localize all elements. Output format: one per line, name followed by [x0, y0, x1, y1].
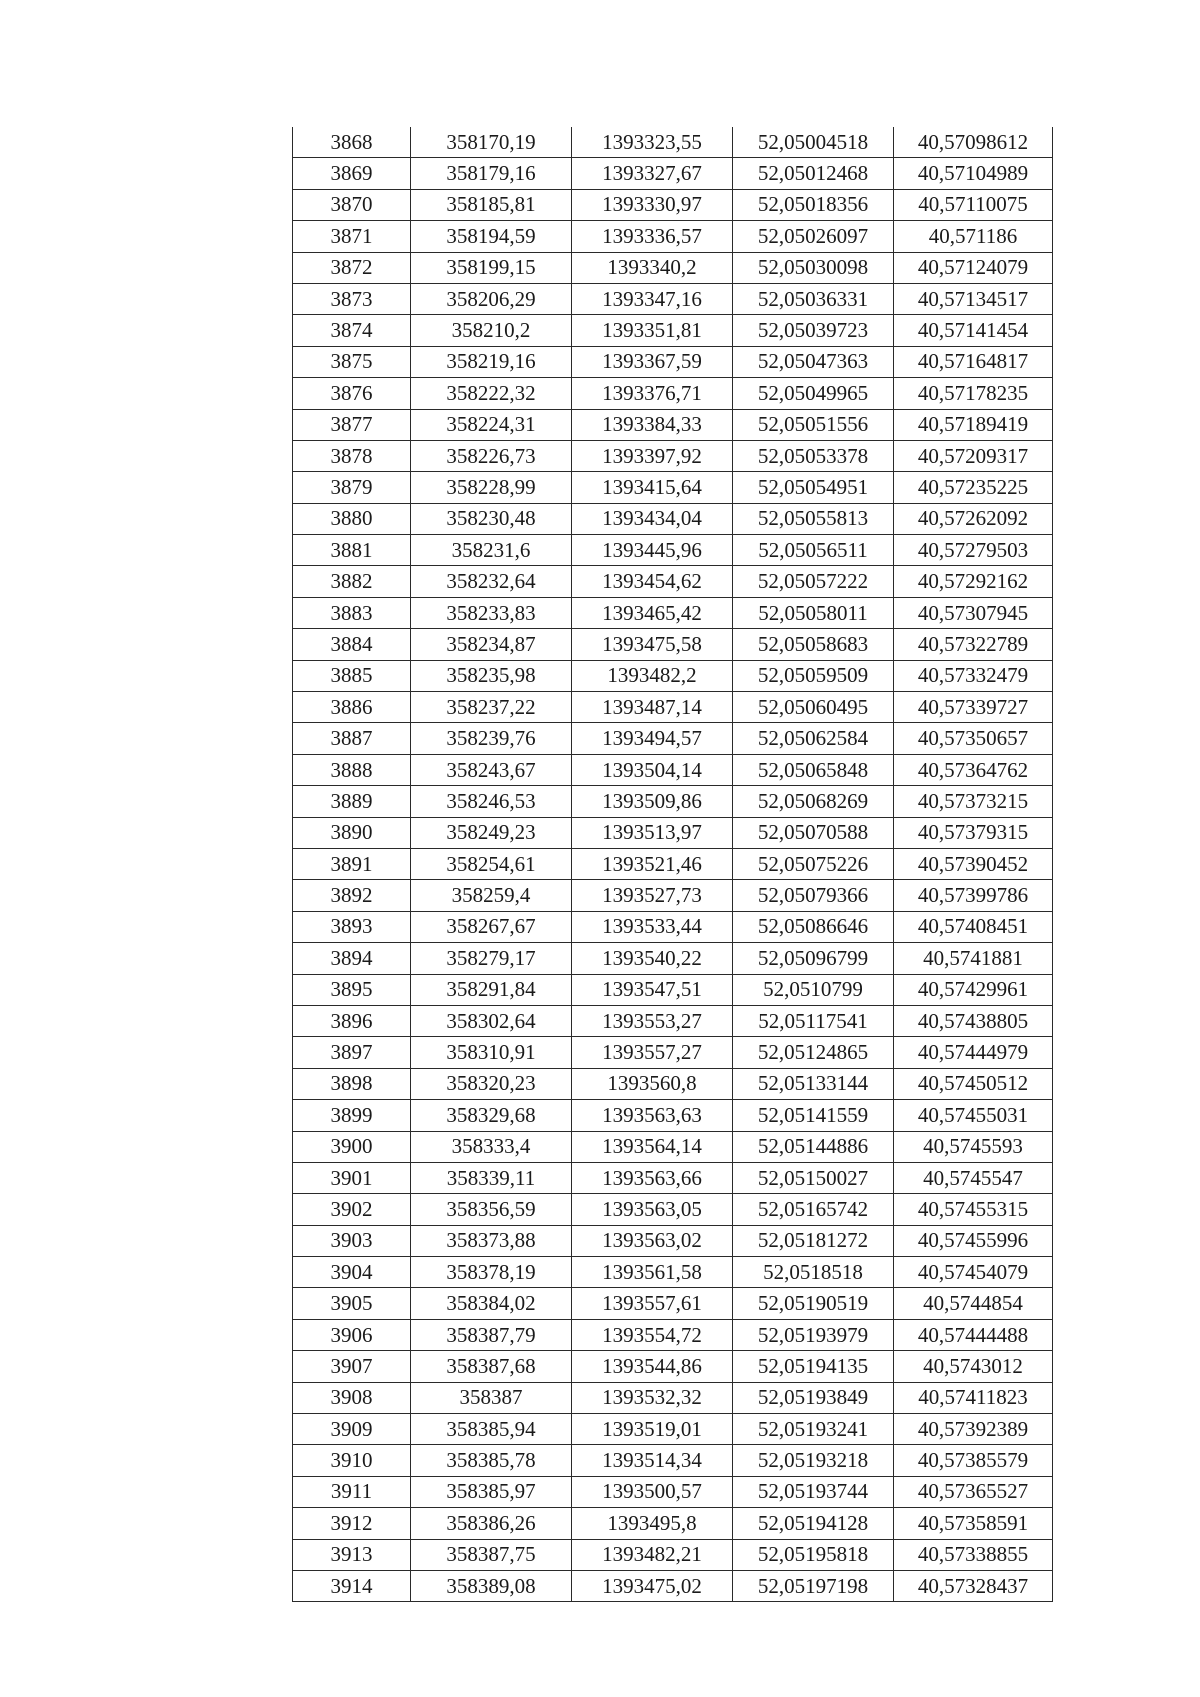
- cell-point-number: 3884: [293, 629, 411, 660]
- cell-coord-y: 1393557,61: [572, 1288, 733, 1319]
- cell-latitude: 52,05018356: [733, 189, 894, 220]
- cell-longitude: 40,5744854: [894, 1288, 1053, 1319]
- cell-longitude: 40,57134517: [894, 283, 1053, 314]
- cell-latitude: 52,05070588: [733, 817, 894, 848]
- cell-coord-y: 1393434,04: [572, 503, 733, 534]
- cell-coord-x: 358249,23: [411, 817, 572, 848]
- cell-point-number: 3892: [293, 880, 411, 911]
- cell-point-number: 3908: [293, 1382, 411, 1413]
- cell-coord-y: 1393330,97: [572, 189, 733, 220]
- cell-coord-y: 1393563,05: [572, 1194, 733, 1225]
- cell-longitude: 40,57444488: [894, 1319, 1053, 1350]
- cell-coord-y: 1393544,86: [572, 1351, 733, 1382]
- cell-point-number: 3893: [293, 911, 411, 942]
- cell-latitude: 52,05190519: [733, 1288, 894, 1319]
- cell-coord-y: 1393327,67: [572, 158, 733, 189]
- cell-longitude: 40,5741881: [894, 943, 1053, 974]
- table-row: [293, 1382, 1053, 1413]
- coordinates-table-body: [293, 127, 1053, 1602]
- cell-coord-y: 1393397,92: [572, 440, 733, 471]
- cell-latitude: 52,05030098: [733, 252, 894, 283]
- cell-longitude: 40,57392389: [894, 1414, 1053, 1445]
- cell-coord-y: 1393533,44: [572, 911, 733, 942]
- cell-latitude: 52,05054951: [733, 472, 894, 503]
- cell-latitude: 52,0518518: [733, 1257, 894, 1288]
- cell-coord-x: 358235,98: [411, 660, 572, 691]
- cell-latitude: 52,05036331: [733, 283, 894, 314]
- cell-coord-y: 1393513,97: [572, 817, 733, 848]
- table-row: [293, 1131, 1053, 1162]
- cell-point-number: 3876: [293, 378, 411, 409]
- cell-latitude: 52,05062584: [733, 723, 894, 754]
- cell-coord-x: 358373,88: [411, 1225, 572, 1256]
- cell-latitude: 52,05055813: [733, 503, 894, 534]
- table-row: [293, 1194, 1053, 1225]
- cell-coord-x: 358387,75: [411, 1539, 572, 1570]
- cell-point-number: 3886: [293, 692, 411, 723]
- table-row: [293, 1005, 1053, 1036]
- table-row: [293, 1539, 1053, 1570]
- table-row: [293, 1476, 1053, 1507]
- table-row: [293, 880, 1053, 911]
- cell-longitude: 40,57364762: [894, 754, 1053, 785]
- cell-longitude: 40,57098612: [894, 127, 1053, 158]
- cell-coord-x: 358302,64: [411, 1005, 572, 1036]
- cell-point-number: 3895: [293, 974, 411, 1005]
- cell-point-number: 3874: [293, 315, 411, 346]
- table-row: [293, 315, 1053, 346]
- table-row: [293, 1100, 1053, 1131]
- cell-longitude: 40,57322789: [894, 629, 1053, 660]
- cell-coord-y: 1393563,66: [572, 1162, 733, 1193]
- cell-point-number: 3873: [293, 283, 411, 314]
- cell-longitude: 40,57455996: [894, 1225, 1053, 1256]
- table-row: [293, 535, 1053, 566]
- cell-longitude: 40,57411823: [894, 1382, 1053, 1413]
- cell-latitude: 52,05193744: [733, 1476, 894, 1507]
- cell-point-number: 3881: [293, 535, 411, 566]
- cell-coord-x: 358231,6: [411, 535, 572, 566]
- cell-coord-y: 1393465,42: [572, 597, 733, 628]
- cell-longitude: 40,57438805: [894, 1005, 1053, 1036]
- cell-coord-x: 358384,02: [411, 1288, 572, 1319]
- cell-point-number: 3901: [293, 1162, 411, 1193]
- cell-point-number: 3909: [293, 1414, 411, 1445]
- table-row: [293, 943, 1053, 974]
- table-row: [293, 974, 1053, 1005]
- table-row: [293, 1288, 1053, 1319]
- cell-latitude: 52,05193979: [733, 1319, 894, 1350]
- cell-point-number: 3877: [293, 409, 411, 440]
- cell-point-number: 3900: [293, 1131, 411, 1162]
- cell-longitude: 40,57385579: [894, 1445, 1053, 1476]
- cell-coord-y: 1393547,51: [572, 974, 733, 1005]
- table-row: [293, 848, 1053, 879]
- table-row: [293, 1445, 1053, 1476]
- cell-latitude: 52,05068269: [733, 786, 894, 817]
- cell-coord-x: 358387: [411, 1382, 572, 1413]
- cell-coord-y: 1393347,16: [572, 283, 733, 314]
- cell-coord-x: 358259,4: [411, 880, 572, 911]
- cell-latitude: 52,05124865: [733, 1037, 894, 1068]
- cell-latitude: 52,05195818: [733, 1539, 894, 1570]
- cell-coord-y: 1393509,86: [572, 786, 733, 817]
- cell-latitude: 52,05141559: [733, 1100, 894, 1131]
- table-row: [293, 472, 1053, 503]
- table-row: [293, 127, 1053, 158]
- table-row: [293, 1225, 1053, 1256]
- cell-longitude: 40,57124079: [894, 252, 1053, 283]
- cell-longitude: 40,57399786: [894, 880, 1053, 911]
- cell-coord-x: 358385,78: [411, 1445, 572, 1476]
- cell-longitude: 40,57379315: [894, 817, 1053, 848]
- cell-coord-x: 358387,68: [411, 1351, 572, 1382]
- cell-latitude: 52,05026097: [733, 221, 894, 252]
- cell-point-number: 3891: [293, 848, 411, 879]
- cell-coord-x: 358386,26: [411, 1508, 572, 1539]
- cell-longitude: 40,57110075: [894, 189, 1053, 220]
- cell-coord-y: 1393475,58: [572, 629, 733, 660]
- cell-coord-x: 358170,19: [411, 127, 572, 158]
- table-row: [293, 440, 1053, 471]
- cell-coord-x: 358385,97: [411, 1476, 572, 1507]
- table-row: [293, 1508, 1053, 1539]
- cell-coord-y: 1393323,55: [572, 127, 733, 158]
- cell-coord-x: 358246,53: [411, 786, 572, 817]
- cell-latitude: 52,05096799: [733, 943, 894, 974]
- cell-longitude: 40,57178235: [894, 378, 1053, 409]
- table-row: [293, 252, 1053, 283]
- cell-coord-y: 1393521,46: [572, 848, 733, 879]
- cell-latitude: 52,05197198: [733, 1570, 894, 1601]
- table-row: [293, 346, 1053, 377]
- cell-point-number: 3912: [293, 1508, 411, 1539]
- cell-longitude: 40,5745593: [894, 1131, 1053, 1162]
- table-row: [293, 597, 1053, 628]
- cell-coord-y: 1393563,02: [572, 1225, 733, 1256]
- cell-coord-x: 358210,2: [411, 315, 572, 346]
- cell-longitude: 40,57455031: [894, 1100, 1053, 1131]
- cell-longitude: 40,57292162: [894, 566, 1053, 597]
- cell-latitude: 52,05193241: [733, 1414, 894, 1445]
- cell-longitude: 40,57328437: [894, 1570, 1053, 1601]
- cell-coord-x: 358320,23: [411, 1068, 572, 1099]
- cell-latitude: 52,05193218: [733, 1445, 894, 1476]
- cell-point-number: 3911: [293, 1476, 411, 1507]
- cell-longitude: 40,57262092: [894, 503, 1053, 534]
- cell-longitude: 40,57444979: [894, 1037, 1053, 1068]
- cell-coord-x: 358389,08: [411, 1570, 572, 1601]
- coordinates-table: [292, 127, 1053, 1602]
- table-row: [293, 566, 1053, 597]
- cell-coord-x: 358378,19: [411, 1257, 572, 1288]
- table-row: [293, 1351, 1053, 1382]
- cell-latitude: 52,05039723: [733, 315, 894, 346]
- cell-coord-y: 1393554,72: [572, 1319, 733, 1350]
- cell-point-number: 3868: [293, 127, 411, 158]
- cell-coord-x: 358228,99: [411, 472, 572, 503]
- cell-point-number: 3882: [293, 566, 411, 597]
- table-row: [293, 1414, 1053, 1445]
- cell-point-number: 3875: [293, 346, 411, 377]
- cell-latitude: 52,05004518: [733, 127, 894, 158]
- cell-longitude: 40,57429961: [894, 974, 1053, 1005]
- cell-coord-y: 1393454,62: [572, 566, 733, 597]
- cell-longitude: 40,57390452: [894, 848, 1053, 879]
- cell-longitude: 40,5745547: [894, 1162, 1053, 1193]
- cell-longitude: 40,57235225: [894, 472, 1053, 503]
- table-row: [293, 1257, 1053, 1288]
- cell-coord-x: 358356,59: [411, 1194, 572, 1225]
- table-row: [293, 786, 1053, 817]
- cell-point-number: 3870: [293, 189, 411, 220]
- table-row: [293, 723, 1053, 754]
- table-row: [293, 754, 1053, 785]
- cell-latitude: 52,05049965: [733, 378, 894, 409]
- cell-point-number: 3871: [293, 221, 411, 252]
- cell-coord-x: 358329,68: [411, 1100, 572, 1131]
- cell-coord-x: 358219,16: [411, 346, 572, 377]
- cell-coord-x: 358233,83: [411, 597, 572, 628]
- table-row: [293, 1068, 1053, 1099]
- cell-coord-x: 358267,67: [411, 911, 572, 942]
- cell-latitude: 52,05150027: [733, 1162, 894, 1193]
- cell-coord-x: 358385,94: [411, 1414, 572, 1445]
- cell-coord-x: 358234,87: [411, 629, 572, 660]
- cell-coord-y: 1393560,8: [572, 1068, 733, 1099]
- cell-longitude: 40,5743012: [894, 1351, 1053, 1382]
- cell-longitude: 40,57279503: [894, 535, 1053, 566]
- cell-coord-x: 358199,15: [411, 252, 572, 283]
- cell-coord-y: 1393527,73: [572, 880, 733, 911]
- cell-latitude: 52,05012468: [733, 158, 894, 189]
- cell-latitude: 52,05194128: [733, 1508, 894, 1539]
- cell-longitude: 40,57164817: [894, 346, 1053, 377]
- cell-coord-y: 1393500,57: [572, 1476, 733, 1507]
- cell-point-number: 3896: [293, 1005, 411, 1036]
- cell-latitude: 52,05058011: [733, 597, 894, 628]
- cell-point-number: 3899: [293, 1100, 411, 1131]
- cell-point-number: 3869: [293, 158, 411, 189]
- cell-latitude: 52,05165742: [733, 1194, 894, 1225]
- cell-point-number: 3910: [293, 1445, 411, 1476]
- table-row: [293, 503, 1053, 534]
- table-row: [293, 1319, 1053, 1350]
- cell-latitude: 52,05060495: [733, 692, 894, 723]
- cell-longitude: 40,57339727: [894, 692, 1053, 723]
- cell-point-number: 3878: [293, 440, 411, 471]
- cell-coord-x: 358185,81: [411, 189, 572, 220]
- cell-latitude: 52,05181272: [733, 1225, 894, 1256]
- cell-point-number: 3872: [293, 252, 411, 283]
- cell-point-number: 3897: [293, 1037, 411, 1068]
- cell-latitude: 52,05075226: [733, 848, 894, 879]
- table-row: [293, 1162, 1053, 1193]
- table-row: [293, 378, 1053, 409]
- cell-latitude: 52,05056511: [733, 535, 894, 566]
- cell-coord-y: 1393376,71: [572, 378, 733, 409]
- cell-coord-y: 1393494,57: [572, 723, 733, 754]
- cell-coord-x: 358339,11: [411, 1162, 572, 1193]
- cell-longitude: 40,57408451: [894, 911, 1053, 942]
- table-row: [293, 692, 1053, 723]
- cell-coord-y: 1393340,2: [572, 252, 733, 283]
- table-row: [293, 283, 1053, 314]
- table-row: [293, 629, 1053, 660]
- cell-coord-y: 1393553,27: [572, 1005, 733, 1036]
- cell-coord-y: 1393367,59: [572, 346, 733, 377]
- cell-longitude: 40,57189419: [894, 409, 1053, 440]
- table-row: [293, 158, 1053, 189]
- cell-coord-x: 358179,16: [411, 158, 572, 189]
- cell-coord-y: 1393482,2: [572, 660, 733, 691]
- cell-coord-x: 358230,48: [411, 503, 572, 534]
- cell-latitude: 52,05065848: [733, 754, 894, 785]
- cell-point-number: 3890: [293, 817, 411, 848]
- cell-latitude: 52,05057222: [733, 566, 894, 597]
- cell-point-number: 3887: [293, 723, 411, 754]
- cell-coord-y: 1393415,64: [572, 472, 733, 503]
- cell-point-number: 3880: [293, 503, 411, 534]
- cell-coord-x: 358310,91: [411, 1037, 572, 1068]
- table-row: [293, 911, 1053, 942]
- cell-latitude: 52,05117541: [733, 1005, 894, 1036]
- cell-coord-x: 358206,29: [411, 283, 572, 314]
- cell-longitude: 40,57373215: [894, 786, 1053, 817]
- cell-point-number: 3903: [293, 1225, 411, 1256]
- cell-coord-x: 358254,61: [411, 848, 572, 879]
- cell-coord-y: 1393482,21: [572, 1539, 733, 1570]
- cell-coord-y: 1393495,8: [572, 1508, 733, 1539]
- cell-point-number: 3905: [293, 1288, 411, 1319]
- cell-point-number: 3883: [293, 597, 411, 628]
- cell-latitude: 52,05144886: [733, 1131, 894, 1162]
- cell-longitude: 40,57365527: [894, 1476, 1053, 1507]
- cell-coord-y: 1393519,01: [572, 1414, 733, 1445]
- cell-coord-x: 358232,64: [411, 566, 572, 597]
- cell-coord-y: 1393384,33: [572, 409, 733, 440]
- cell-latitude: 52,05133144: [733, 1068, 894, 1099]
- cell-coord-y: 1393532,32: [572, 1382, 733, 1413]
- cell-coord-x: 358224,31: [411, 409, 572, 440]
- cell-point-number: 3888: [293, 754, 411, 785]
- cell-longitude: 40,57358591: [894, 1508, 1053, 1539]
- cell-coord-y: 1393514,34: [572, 1445, 733, 1476]
- cell-longitude: 40,571186: [894, 221, 1053, 252]
- cell-point-number: 3904: [293, 1257, 411, 1288]
- cell-coord-x: 358222,32: [411, 378, 572, 409]
- cell-latitude: 52,05059509: [733, 660, 894, 691]
- cell-point-number: 3894: [293, 943, 411, 974]
- cell-coord-y: 1393504,14: [572, 754, 733, 785]
- cell-coord-x: 358387,79: [411, 1319, 572, 1350]
- cell-latitude: 52,05047363: [733, 346, 894, 377]
- cell-latitude: 52,0510799: [733, 974, 894, 1005]
- cell-coord-x: 358194,59: [411, 221, 572, 252]
- cell-latitude: 52,05194135: [733, 1351, 894, 1382]
- cell-coord-x: 358333,4: [411, 1131, 572, 1162]
- cell-point-number: 3913: [293, 1539, 411, 1570]
- cell-point-number: 3907: [293, 1351, 411, 1382]
- cell-coord-x: 358279,17: [411, 943, 572, 974]
- cell-coord-y: 1393561,58: [572, 1257, 733, 1288]
- table-row: [293, 1037, 1053, 1068]
- table-row: [293, 221, 1053, 252]
- cell-coord-y: 1393563,63: [572, 1100, 733, 1131]
- cell-coord-x: 358239,76: [411, 723, 572, 754]
- cell-latitude: 52,05193849: [733, 1382, 894, 1413]
- cell-latitude: 52,05053378: [733, 440, 894, 471]
- table-row: [293, 189, 1053, 220]
- cell-longitude: 40,57454079: [894, 1257, 1053, 1288]
- cell-point-number: 3914: [293, 1570, 411, 1601]
- cell-point-number: 3906: [293, 1319, 411, 1350]
- cell-point-number: 3879: [293, 472, 411, 503]
- cell-longitude: 40,57338855: [894, 1539, 1053, 1570]
- cell-coord-y: 1393336,57: [572, 221, 733, 252]
- table-row: [293, 1570, 1053, 1601]
- cell-coord-x: 358237,22: [411, 692, 572, 723]
- cell-longitude: 40,57332479: [894, 660, 1053, 691]
- cell-longitude: 40,57350657: [894, 723, 1053, 754]
- cell-longitude: 40,57104989: [894, 158, 1053, 189]
- cell-coord-y: 1393564,14: [572, 1131, 733, 1162]
- cell-coord-y: 1393351,81: [572, 315, 733, 346]
- cell-longitude: 40,57141454: [894, 315, 1053, 346]
- cell-coord-y: 1393540,22: [572, 943, 733, 974]
- table-row: [293, 660, 1053, 691]
- cell-latitude: 52,05079366: [733, 880, 894, 911]
- cell-coord-y: 1393445,96: [572, 535, 733, 566]
- table-row: [293, 817, 1053, 848]
- cell-latitude: 52,05051556: [733, 409, 894, 440]
- cell-latitude: 52,05058683: [733, 629, 894, 660]
- cell-longitude: 40,57450512: [894, 1068, 1053, 1099]
- cell-longitude: 40,57307945: [894, 597, 1053, 628]
- cell-coord-x: 358243,67: [411, 754, 572, 785]
- cell-point-number: 3898: [293, 1068, 411, 1099]
- cell-coord-y: 1393557,27: [572, 1037, 733, 1068]
- cell-point-number: 3902: [293, 1194, 411, 1225]
- table-row: [293, 409, 1053, 440]
- cell-coord-y: 1393475,02: [572, 1570, 733, 1601]
- cell-coord-x: 358226,73: [411, 440, 572, 471]
- cell-point-number: 3889: [293, 786, 411, 817]
- cell-point-number: 3885: [293, 660, 411, 691]
- cell-latitude: 52,05086646: [733, 911, 894, 942]
- cell-coord-x: 358291,84: [411, 974, 572, 1005]
- cell-longitude: 40,57455315: [894, 1194, 1053, 1225]
- cell-coord-y: 1393487,14: [572, 692, 733, 723]
- cell-longitude: 40,57209317: [894, 440, 1053, 471]
